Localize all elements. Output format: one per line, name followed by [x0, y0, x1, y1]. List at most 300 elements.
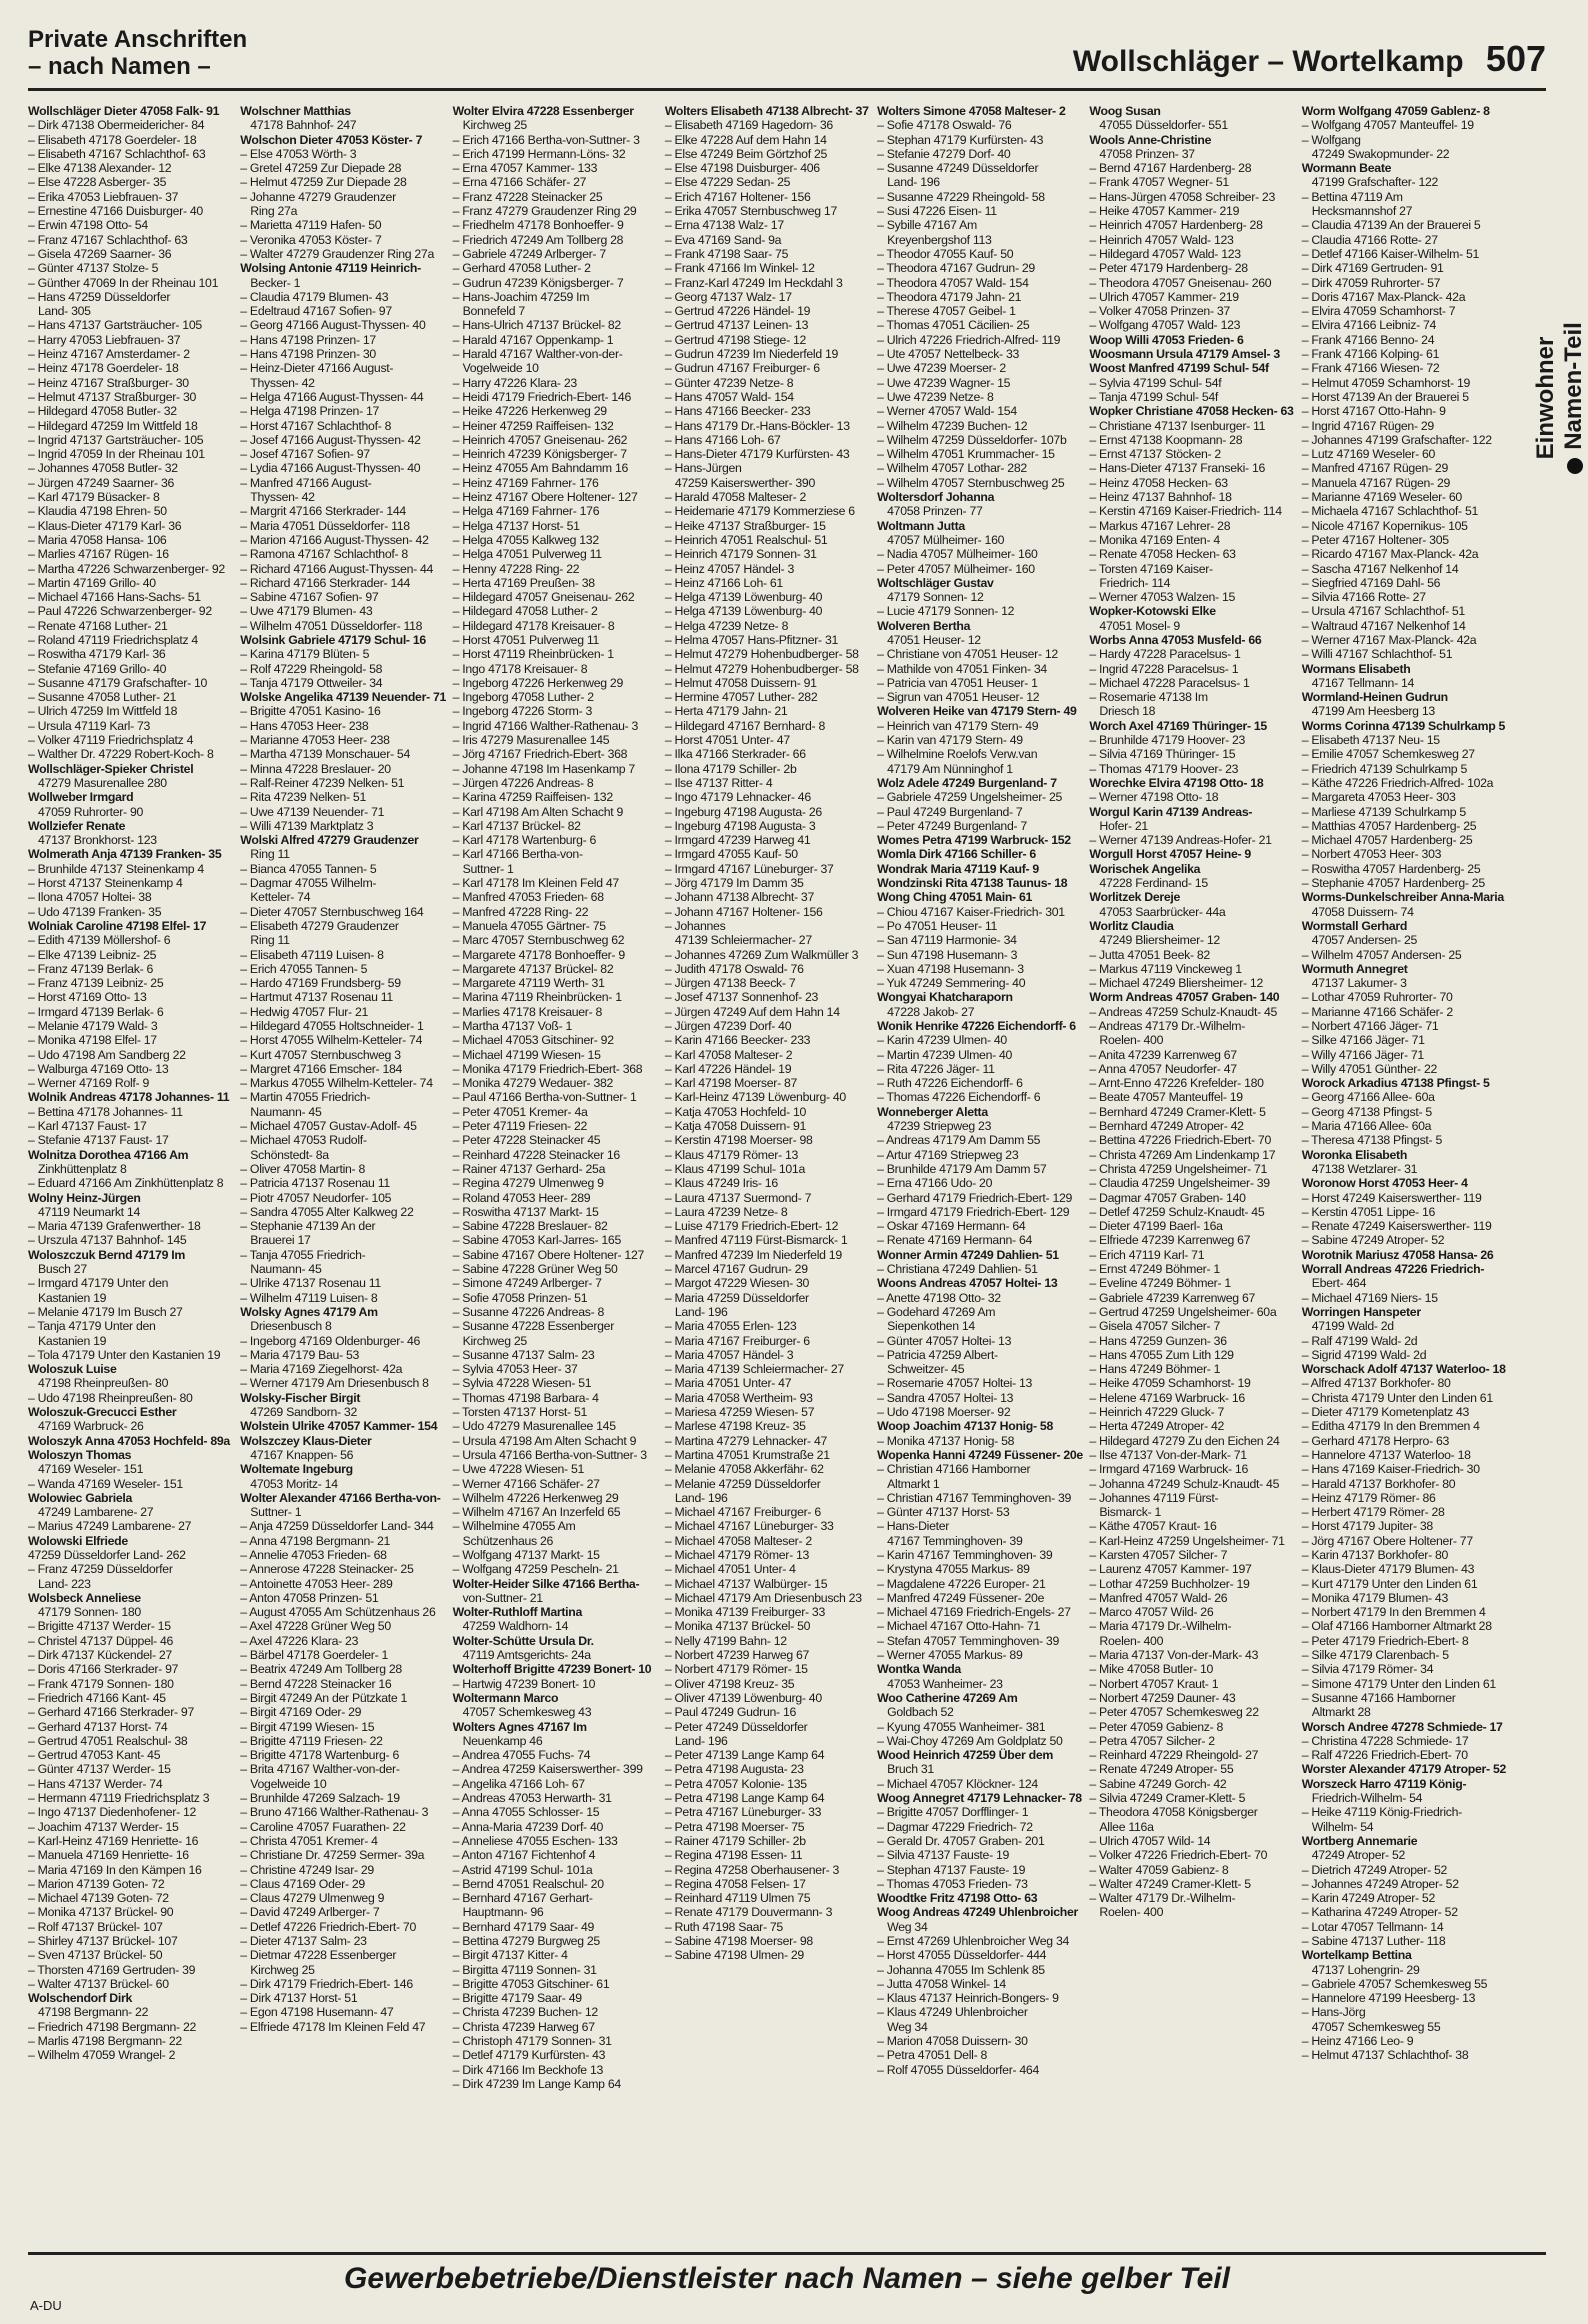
directory-entry: – Henny 47228 Ring- 22 [452, 561, 580, 576]
directory-entry: – Renate 47168 Luther- 21 [28, 618, 168, 633]
directory-entry: Bismarck- 1 [1099, 1505, 1162, 1520]
directory-entry: – Laurenz 47057 Kammer- 197 [1089, 1562, 1252, 1577]
surname-entry: Worm Wolfgang 47059 Gablenz- 8 [1301, 104, 1490, 118]
directory-entry: – Rolf 47055 Düsseldorfer- 464 [877, 2062, 1040, 2077]
side-tab [1520, 270, 1587, 510]
directory-entry: – Andrea 47055 Fuchs- 74 [452, 1748, 591, 1763]
directory-entry: – Dagmar 47055 Wilhelm- [240, 876, 377, 891]
directory-entry: – Renate 47058 Hecken- 63 [1089, 547, 1236, 562]
directory-entry: – Wolfgang 47259 Pescheln- 21 [452, 1562, 619, 1577]
directory-entry: – Oliver 47198 Kreuz- 35 [664, 1676, 795, 1691]
directory-entry: – Ursula 47166 Bertha-von-Suttner- 3 [452, 1447, 647, 1462]
surname-entry: Wolsing Antonie 47119 Heinrich- [240, 261, 421, 276]
directory-entry: – Heinz 47167 Obere Holtener- 127 [452, 490, 638, 505]
directory-entry: – Manfred 47053 Frieden- 68 [452, 890, 604, 905]
directory-entry: 47228 Jakob- 27 [887, 1004, 975, 1019]
directory-entry: – Margareta 47053 Heer- 303 [1301, 790, 1456, 805]
directory-entry: – Olaf 47166 Hamborner Altmarkt 28 [1301, 1619, 1492, 1634]
directory-entry: Ring 11 [250, 933, 290, 948]
directory-entry: – Heike 47059 Schamhorst- 19 [1089, 1376, 1251, 1391]
directory-entry: – Jürgen 47239 Dorf- 40 [664, 1019, 792, 1033]
directory-entry: – Johannes 47249 Atroper- 52 [1301, 1876, 1459, 1891]
directory-entry: – Marion 47139 Goten- 72 [28, 1876, 165, 1891]
directory-entry: 47249 Lambarene- 27 [38, 1505, 154, 1520]
directory-entry: – Bernhard 47167 Gerhart- [452, 1891, 593, 1906]
directory-entry: – Franz 47139 Leibniz- 25 [28, 976, 164, 991]
directory-entry: – Ilse 47137 Von-der-Mark- 71 [1089, 1447, 1247, 1462]
directory-entry: – Waltraud 47167 Nelkenhof 14 [1301, 618, 1466, 633]
directory-entry: 47059 Ruhrorter- 90 [38, 804, 144, 819]
surname-entry: Woltemate Ingeburg [240, 1462, 353, 1477]
directory-entry: – Wolfgang 47057 Wald- 123 [1089, 318, 1241, 333]
directory-entry: – Regina 47198 Essen- 11 [664, 1848, 803, 1863]
directory-entry: Bruch 31 [887, 1762, 934, 1777]
directory-entry: – Brigitte 47053 Gitschiner- 61 [452, 1976, 610, 1991]
directory-entry: – Stefanie 47279 Dorf- 40 [877, 146, 1011, 161]
directory-entry: – Hannelore 47137 Waterloo- 18 [1301, 1447, 1471, 1462]
directory-entry: – Harald 47137 Borkhofer- 80 [1301, 1476, 1456, 1491]
directory-entry: – Hans 47057 Wald- 154 [664, 389, 794, 404]
directory-entry: Roelen- 400 [1099, 1033, 1164, 1048]
directory-entry: – Franz 47228 Steinacker 25 [452, 189, 603, 204]
directory-entry: – Bernd 47228 Steinacker 16 [240, 1676, 392, 1691]
surname-entry: Worgul Karin 47139 Andreas- [1089, 804, 1253, 819]
directory-entry: – Hildegard 47259 Im Wittfeld 18 [28, 418, 198, 433]
directory-entry: – Walter 47179 Dr.-Wilhelm- [1089, 1891, 1236, 1906]
directory-entry: – Herbert 47179 Römer- 28 [1301, 1505, 1445, 1520]
directory-entry: – Katharina 47249 Atroper- 52 [1301, 1905, 1458, 1920]
surname-entry: Wolveren Heike van 47179 Stern- 49 [877, 704, 1077, 719]
directory-entry: – Friedrich 47249 Am Tollberg 28 [452, 232, 624, 247]
region-code: A-DU [30, 2298, 62, 2313]
directory-entry: – Hans 47137 Gartsträucher- 105 [28, 318, 202, 333]
directory-entry: – Andreas 47259 Schulz-Knaudt- 45 [1089, 1004, 1278, 1019]
surname-entry: Woloszyk Anna 47053 Hochfeld- 89a [28, 1433, 230, 1448]
directory-entry: – Ernestine 47166 Duisburger- 40 [28, 204, 203, 219]
surname-entry: Woronka Elisabeth [1301, 1147, 1408, 1162]
directory-entry: – Reinhard 47229 Rheingold- 27 [1089, 1748, 1259, 1763]
directory-entry: 47199 Am Heesberg 13 [1311, 704, 1435, 719]
directory-entry: Ring 11 [250, 847, 290, 862]
surname-entry: Womla Dirk 47166 Schiller- 6 [877, 847, 1036, 862]
directory-entry: – Edeltraud 47167 Sofien- 97 [240, 304, 392, 319]
directory-entry: – Bettina 47178 Johannes- 11 [28, 1104, 183, 1119]
directory-entry: – Silvia 47249 Cramer-Klett- 5 [1089, 1791, 1246, 1806]
directory-entry: – Dietmar 47228 Essenberger [240, 1948, 397, 1963]
directory-entry: – Johanne 47198 Im Hasenkamp 7 [452, 761, 635, 776]
directory-entry: – Heinrich 47229 Gluck- 7 [1089, 1405, 1225, 1420]
directory-entry: – Ilona 47179 Schiller- 2b [664, 761, 797, 776]
directory-entry: – Bernhard 47249 Atroper- 42 [1089, 1119, 1244, 1134]
directory-entry: – Michael 47169 Niers- 15 [1301, 1290, 1438, 1305]
directory-entry: – Franz 47259 Düsseldorfer [28, 1562, 173, 1577]
directory-entry: – Susanne 47179 Grafschafter- 10 [28, 675, 208, 690]
directory-entry: – Oliver 47139 Löwenburg- 40 [664, 1690, 822, 1705]
surname-entry: Worlitzek Dereje [1089, 890, 1181, 905]
directory-entry: – Markus 47055 Wilhelm-Ketteler- 74 [240, 1076, 433, 1091]
directory-entry: – Michael 47167 Otto-Hahn- 71 [877, 1619, 1040, 1634]
directory-entry: – Friedrich 47198 Bergmann- 22 [28, 2019, 197, 2034]
directory-entry: – Lucie 47179 Sonnen- 12 [877, 604, 1015, 619]
directory-entry: – Ernst 47269 Uhlenbroicher Weg 34 [877, 1934, 1070, 1948]
surname-entry: Worch Axel 47169 Thüringer- 15 [1089, 718, 1267, 733]
directory-entry: 47055 Düsseldorfer- 551 [1099, 118, 1228, 133]
directory-entry: – Gabriele 47249 Arlberger- 7 [452, 246, 606, 261]
directory-entry: Hofer- 21 [1099, 818, 1148, 833]
directory-entry: – Uwe 47179 Blumen- 43 [240, 604, 373, 619]
directory-entry: – Frank 47057 Wegner- 51 [1089, 175, 1229, 190]
directory-entry: – Karin 47239 Ulmen- 40 [877, 1033, 1007, 1048]
directory-entry: – Horst 47249 Kaiserswerther- 119 [1301, 1190, 1482, 1205]
directory-entry: – Brigitte 47051 Kasino- 16 [240, 704, 381, 719]
directory-entry: – Rolf 47229 Rheingold- 58 [240, 661, 383, 676]
directory-entry: – Tanja 47179 Unter den [28, 1319, 156, 1334]
directory-entry: Hauptmann- 96 [462, 1905, 544, 1920]
directory-entry: – Erwin 47198 Otto- 54 [28, 218, 148, 233]
directory-entry: – Michael 47139 Goten- 72 [28, 1891, 169, 1906]
directory-entry: 47199 Grafschafter- 122 [1311, 175, 1439, 190]
directory-entry: – Maria 47167 Freiburger- 6 [664, 1333, 810, 1348]
surname-entry: Wolszczey Klaus-Dieter [240, 1433, 372, 1448]
directory-entry: – Hans 47198 Prinzen- 30 [240, 347, 376, 362]
surname-entry: Wolter Elvira 47228 Essenberger [452, 104, 634, 118]
directory-entry: 47199 Wald- 2d [1311, 1319, 1394, 1334]
surname-entry: Worrall Andreas 47226 Friedrich- [1301, 1262, 1485, 1277]
directory-entry: – Wolfgang 47137 Markt- 15 [452, 1547, 600, 1562]
directory-entry: – Anette 47198 Otto- 32 [877, 1290, 1001, 1305]
directory-entry: 47179 Am Nünninghof 1 [887, 761, 1013, 776]
directory-entry: – Stefanie 47169 Grillo- 40 [28, 661, 167, 676]
directory-entry: – Ernst 47249 Böhmer- 1 [1089, 1262, 1220, 1277]
directory-entry: 47228 Ferdinand- 15 [1099, 876, 1208, 891]
directory-entry: – Stephan 47179 Kurfürsten- 43 [877, 132, 1044, 147]
directory-entry: – Harald 47167 Oppenkamp- 1 [452, 332, 614, 347]
directory-entry: – Tanja 47179 Ottweiler- 34 [240, 675, 383, 690]
directory-entry: – Kurt 47179 Unter den Linden 61 [1301, 1576, 1478, 1591]
directory-entry: – Petra 47167 Lüneburger- 33 [664, 1805, 822, 1820]
directory-entry: – Werner 47053 Walzen- 15 [1089, 590, 1236, 605]
directory-entry: – Ingrid 47167 Rügen- 29 [1301, 418, 1434, 433]
directory-entry: – Michael 47057 Klöckner- 124 [877, 1776, 1038, 1791]
directory-entry: – Theodor 47055 Kauf- 50 [877, 246, 1014, 261]
directory-entry: – Werner 47139 Andreas-Hofer- 21 [1089, 833, 1272, 848]
directory-entry: – Artur 47169 Striepweg 23 [877, 1147, 1019, 1162]
directory-entry: – Peter 47179 Hardenberg- 28 [1089, 261, 1248, 276]
directory-entry: 47279 Masurenallee 280 [38, 775, 167, 790]
surname-entry: Woodtke Fritz 47198 Otto- 63 [877, 1891, 1038, 1906]
directory-entry: – Patricia 47259 Albert- [877, 1347, 998, 1362]
directory-entry: – Georg 47138 Pfingst- 5 [1301, 1104, 1432, 1119]
directory-entry: – Godehard 47269 Am [877, 1304, 996, 1319]
directory-entry: – Anna 47198 Bergmann- 21 [240, 1533, 391, 1548]
directory-entry: – Brunhilde 47179 Am Damm 57 [877, 1161, 1047, 1176]
directory-entry: – Gertrud 47198 Stiege- 12 [664, 332, 807, 347]
directory-entry: – Ilona 47057 Holtei- 38 [28, 890, 152, 905]
directory-entry: – Rita 47226 Jäger- 11 [877, 1061, 995, 1076]
directory-entry: – Jürgen 47226 Andreas- 8 [452, 775, 594, 790]
directory-entry: – Christina 47228 Schmiede- 17 [1301, 1733, 1469, 1748]
surname-entry: Wopker-Kotowski Elke [1089, 604, 1216, 619]
directory-entry: – Emilie 47057 Schemkesweg 27 [1301, 747, 1475, 762]
directory-entry: – Ilse 47137 Ritter- 4 [664, 775, 773, 790]
directory-entry: – Christian 47166 Hamborner [877, 1462, 1031, 1477]
directory-entry: – Richard 47166 August-Thyssen- 44 [240, 561, 434, 576]
directory-entry: 47179 Sonnen- 12 [887, 590, 984, 605]
directory-entry: – Susi 47226 Eisen- 11 [877, 204, 997, 219]
directory-entry: – Renate 47249 Kaiserswerther- 119 [1301, 1219, 1492, 1234]
directory-entry: – Monika 47139 Freiburger- 33 [664, 1605, 825, 1620]
directory-entry: – Maria 47058 Hansa- 106 [28, 532, 167, 547]
surname-entry: Worster Alexander 47179 Atroper- 52 [1301, 1762, 1507, 1777]
directory-entry: – Hartwig 47239 Bonert- 10 [452, 1676, 596, 1691]
directory-entry: – Helene 47169 Warbruck- 16 [1089, 1390, 1245, 1405]
directory-entry: Driesch 18 [1099, 704, 1156, 719]
directory-entry: – Michael 47228 Paracelsus- 1 [1089, 675, 1250, 690]
directory-entry: – Peter 47059 Gabienz- 8 [1089, 1719, 1224, 1734]
directory-entry: – Brigitte 47178 Wartenburg- 6 [240, 1748, 399, 1763]
surname-entry: Woloszyn Thomas [28, 1447, 132, 1462]
directory-entry: – Heinz 47137 Bahnhof- 18 [1089, 490, 1232, 505]
directory-entry: – Hans 47166 Beecker- 233 [664, 404, 811, 419]
directory-entry: – Ralf 47226 Friedrich-Ebert- 70 [1301, 1748, 1468, 1763]
directory-entry: – Heinrich 47239 Königsberger- 7 [452, 447, 627, 462]
directory-entry: – Uwe 47139 Neuender- 71 [240, 804, 385, 819]
directory-entry: – Ingeborg 47226 Herkenweg 29 [452, 675, 623, 690]
directory-entry: Allee 116a [1099, 1819, 1154, 1834]
directory-entry: – Patricia 47137 Rosenau 11 [240, 1176, 390, 1191]
directory-entry: – Claudia 47179 Blumen- 43 [240, 289, 389, 304]
directory-entry: – Egon 47198 Husemann- 47 [240, 2005, 394, 2020]
directory-entry: – Elfriede 47178 Im Kleinen Feld 47 [240, 2019, 426, 2034]
directory-entry: – Heinz-Dieter 47166 August- [240, 361, 394, 376]
directory-entry: – Helga 47169 Fahrner- 176 [452, 504, 600, 519]
directory-entry: – Heinrich van 47179 Stern- 49 [877, 718, 1039, 733]
directory-entry: – Brunhilde 47269 Salzach- 19 [240, 1791, 400, 1806]
surname-entry: Wolschendorf Dirk [28, 1991, 132, 2006]
directory-entry: – Bärbel 47178 Goerdeler- 1 [240, 1648, 389, 1663]
directory-entry: – Heike 47057 Kammer- 219 [1089, 204, 1240, 219]
directory-entry: – Birgit 47169 Oder- 29 [240, 1705, 362, 1720]
surname-entry: Woog Susan [1089, 104, 1161, 118]
directory-entry: – Claus 47279 Ulmenweg 9 [240, 1891, 385, 1906]
directory-entry: – Josef 47166 August-Thyssen- 42 [240, 432, 421, 447]
directory-entry: – Bernd 47051 Realschul- 20 [452, 1876, 604, 1891]
directory-entry: – Silvia 47166 Rotte- 27 [1301, 590, 1426, 605]
directory-entry: – Rosemarie 47138 Im [1089, 690, 1208, 705]
directory-entry: – August 47055 Am Schützenhaus 26 [240, 1605, 436, 1620]
directory-entry: – Beate 47057 Manteuffel- 19 [1089, 1090, 1243, 1105]
directory-entry: – Marlies 47167 Rügen- 16 [28, 547, 169, 562]
directory-entry: – Regina 47258 Oberhausener- 3 [664, 1862, 840, 1877]
directory-entry: – Hans 47259 Düsseldorfer [28, 289, 171, 304]
directory-entry: – Christa 47179 Unter den Linden 61 [1301, 1390, 1493, 1405]
directory-entry: – Petra 47198 Augusta- 23 [664, 1762, 804, 1777]
directory-entry: – Herta 47169 Preußen- 38 [452, 575, 595, 590]
directory-entry: – Katja 47058 Duissern- 91 [664, 1119, 807, 1134]
surname-entry: Worringen Hanspeter [1301, 1304, 1421, 1319]
directory-entry: – Else 47229 Sedan- 25 [664, 175, 791, 190]
directory-entry: – Maria 47055 Erlen- 123 [664, 1319, 797, 1334]
directory-entry: – Christel 47137 Düppel- 46 [28, 1633, 174, 1648]
directory-entry: – Christian 47167 Temminghoven- 39 [877, 1490, 1072, 1505]
directory-entry: – Piotr 47057 Neudorfer- 105 [240, 1190, 392, 1205]
directory-entry: – Peter 47057 Schemkesweg 22 [1089, 1705, 1259, 1720]
surname-entry: Wolter-Schütte Ursula Dr. [452, 1633, 594, 1648]
directory-entry: – Christiana 47249 Dahlien- 51 [877, 1262, 1038, 1277]
directory-entry: – Helmut 47058 Duissern- 91 [664, 675, 817, 690]
directory-entry: – Anna 47057 Neudorfer- 47 [1089, 1061, 1237, 1076]
directory-entry: – Bernd 47167 Hardenberg- 28 [1089, 161, 1252, 176]
directory-entry: – Karl 47178 Im Kleinen Feld 47 [452, 876, 619, 891]
directory-entry: – Gudrun 47239 Königsberger- 7 [452, 275, 624, 290]
directory-entry: – Hartmut 47137 Rosenau 11 [240, 990, 393, 1005]
directory-entry: – Sascha 47167 Nelkenhof 14 [1301, 561, 1459, 576]
directory-entry: – Therese 47057 Geibel- 1 [877, 304, 1016, 319]
directory-entry: – Erna 47166 Udo- 20 [877, 1176, 993, 1191]
directory-entry: Wilhelm- 54 [1311, 1819, 1374, 1834]
directory-entry: Altmarkt 1 [887, 1476, 940, 1491]
directory-entry: 47179 Sonnen- 180 [38, 1605, 141, 1620]
directory-entry: – Volker 47058 Prinzen- 37 [1089, 304, 1230, 319]
directory-entry: – Heike 47137 Straßburger- 15 [664, 518, 826, 533]
directory-entry: Ebert- 464 [1311, 1276, 1367, 1291]
directory-entry: – Ilka 47166 Sterkrader- 66 [664, 747, 806, 762]
directory-entry: – Bettina 47119 Am [1301, 189, 1403, 204]
directory-entry: – Heinz 47167 Straßburger- 30 [28, 375, 189, 390]
directory-entry: – Helga 47137 Horst- 51 [452, 518, 580, 533]
directory-entry: – Sabine 47249 Gorch- 42 [1089, 1776, 1227, 1791]
directory-entry: – Gertrud 47259 Ungelsheimer- 60a [1089, 1304, 1277, 1319]
directory-entry: – Ulrich 47259 Im Wittfeld 18 [28, 704, 178, 719]
surname-entry: Woosmann Ursula 47179 Amsel- 3 [1089, 347, 1280, 362]
directory-entry: – Günter 47239 Netze- 8 [664, 375, 794, 390]
directory-entry: – Günter 47137 Werder- 15 [28, 1762, 171, 1777]
surname-entry: Wolters Simone 47058 Malteser- 2 [877, 104, 1066, 118]
directory-entry: – Walburga 47169 Otto- 13 [28, 1061, 169, 1076]
directory-entry: – Chiou 47167 Kaiser-Friedrich- 301 [877, 904, 1065, 919]
directory-entry: – Elvira 47059 Schamhorst- 7 [1301, 304, 1456, 319]
directory-entry: – Klaudia 47198 Ehren- 50 [28, 504, 167, 519]
directory-entry: – Thomas 47053 Frieden- 73 [877, 1876, 1028, 1891]
directory-entry: – Heinz 47169 Fahrner- 176 [452, 475, 599, 490]
directory-entry: – Melanie 47259 Düsseldorfer [664, 1476, 821, 1491]
directory-entry: – Monika 47179 Friedrich-Ebert- 368 [452, 1061, 643, 1076]
surname-entry: Wormstall Gerhard [1301, 918, 1408, 933]
directory-entry: – Brigitte 47119 Friesen- 22 [240, 1733, 383, 1748]
directory-entry: – Michael 47166 Hans-Sachs- 51 [28, 590, 201, 605]
directory-entry: – Renate 47179 Douvermann- 3 [664, 1905, 833, 1920]
directory-entry: – Susanne 47137 Salm- 23 [452, 1347, 595, 1362]
directory-entry: – Heinz 47178 Goerdeler- 18 [28, 361, 179, 376]
directory-entry: – Manfred 47166 August- [240, 475, 372, 490]
directory-entry: – Melanie 47179 Im Busch 27 [28, 1304, 183, 1319]
directory-entry: – Karin 47249 Atroper- 52 [1301, 1891, 1436, 1906]
directory-entry: – Ernst 47138 Koopmann- 28 [1089, 432, 1243, 447]
directory-entry: – Johannes 47119 Fürst- [1089, 1490, 1219, 1505]
directory-entry: – Paul 47249 Gudrun- 16 [664, 1705, 797, 1720]
directory-entry: – Melanie 47179 Wald- 3 [28, 1019, 158, 1033]
directory-entry: – Jörg 47167 Obere Holtener- 77 [1301, 1533, 1473, 1548]
directory-entry: – Maria 47051 Düsseldorfer- 118 [240, 518, 410, 533]
directory-entry: – Eveline 47249 Böhmer- 1 [1089, 1276, 1231, 1291]
directory-entry: – Gretel 47259 Zur Diepade 28 [240, 161, 402, 176]
directory-entry: – Ruth 47198 Saar- 75 [664, 1919, 783, 1934]
directory-entry: – Franz 47139 Berlak- 6 [28, 961, 154, 976]
directory-entry: – Marianne 47169 Weseler- 60 [1301, 490, 1462, 505]
surname-entry: Worms-Dunkelschreiber Anna-Maria [1301, 890, 1504, 905]
directory-entry: – Ingrid 47228 Paracelsus- 1 [1089, 661, 1239, 676]
surname-entry: Wormuth Annegret [1301, 961, 1408, 976]
surname-entry: Wood Heinrich 47259 Über dem [877, 1748, 1054, 1763]
directory-entry: – Andreas 47053 Herwarth- 31 [452, 1791, 612, 1806]
directory-entry: – Caroline 47057 Fuarathen- 22 [240, 1819, 406, 1834]
directory-entry: – Hardo 47169 Frundsberg- 59 [240, 976, 401, 991]
directory-entry: 47169 Warbruck- 26 [38, 1419, 144, 1434]
directory-entry: 47057 Andersen- 25 [1311, 933, 1418, 948]
directory-entry: 47058 Prinzen- 77 [887, 504, 983, 519]
directory-entry: – Dieter 47137 Salm- 23 [240, 1934, 367, 1948]
directory-entry: – Hildegard 47279 Zu den Eichen 24 [1089, 1433, 1280, 1448]
surname-entry: Woltmann Jutta [877, 518, 965, 533]
directory-entry: – Klaus 47249 Uhlenbroicher [877, 2005, 1028, 2020]
surname-entry: Wortberg Annemarie [1301, 1833, 1418, 1848]
directory-entry: – Silvia 47137 Fauste- 19 [877, 1848, 1010, 1863]
directory-entry: – Anton 47167 Fichtenhof 4 [452, 1848, 596, 1863]
directory-entry: 47198 Rheinpreußen- 80 [38, 1376, 169, 1391]
directory-entry: – Harry 47053 Liebfrauen- 37 [28, 332, 181, 347]
directory-entry: – Annerose 47228 Steinacker- 25 [240, 1562, 414, 1577]
directory-entry: – Erich 47166 Bertha-von-Suttner- 3 [452, 132, 640, 147]
directory-entry: – Elisabeth 47169 Hagedorn- 36 [664, 118, 833, 133]
directory-entry: 47051 Heuser- 12 [887, 632, 981, 647]
directory-entry: – Karina 47259 Raiffeisen- 132 [452, 790, 613, 805]
directory-entry: – Melanie 47058 Akkerfähr- 62 [664, 1462, 824, 1477]
directory-entry: – Dirk 47179 Friedrich-Ebert- 146 [240, 1976, 413, 1991]
directory-entry: – Helga 47198 Prinzen- 17 [240, 404, 380, 419]
directory-entry: – Monika 47198 Elfel- 17 [28, 1033, 157, 1048]
directory-entry: Neuenkamp 46 [462, 1733, 543, 1748]
directory-entry: – Birgit 47249 An der Pützkate 1 [240, 1690, 408, 1705]
directory-entry: Roelen- 400 [1099, 1905, 1164, 1920]
directory-entry: – Monika 47137 Brückel- 50 [664, 1619, 811, 1634]
directory-entry: Land- 196 [674, 1304, 728, 1319]
directory-entry: – Helmut 47137 Straßburger- 30 [28, 389, 197, 404]
directory-entry: – Urszula 47137 Bahnhof- 145 [28, 1233, 187, 1248]
directory-entry: – Wilhelm 47057 Lothar- 282 [877, 461, 1027, 476]
directory-entry: – Michael 47167 Freiburger- 6 [664, 1505, 821, 1520]
directory-entry: – Silke 47166 Jäger- 71 [1301, 1033, 1425, 1048]
directory-entry: – Thomas 47051 Cäcilien- 25 [877, 318, 1030, 333]
directory-column-1 [28, 104, 234, 2249]
directory-entry: – Klaus 47179 Römer- 13 [664, 1147, 799, 1162]
header-rule [28, 88, 1546, 91]
directory-entry: – Anneliese 47055 Eschen- 133 [452, 1833, 618, 1848]
directory-entry: – Frank 47198 Saar- 75 [664, 246, 789, 261]
directory-entry: – Po 47051 Heuser- 11 [877, 918, 998, 933]
surname-entry: Wontka Wanda [877, 1662, 961, 1677]
directory-entry: – Ricardo 47167 Max-Planck- 42a [1301, 547, 1479, 562]
directory-entry: – Else 47198 Duisburger- 406 [664, 161, 820, 176]
directory-entry: – Johanna 47055 Im Schlenk 85 [877, 1962, 1045, 1977]
directory-entry: – Maria 47051 Unter- 47 [664, 1376, 792, 1391]
directory-entry: – Heinrich 47057 Hardenberg- 28 [1089, 218, 1263, 233]
directory-entry: – Helmut 47259 Zur Diepade 28 [240, 175, 407, 190]
directory-entry: – Laura 47137 Suermond- 7 [664, 1190, 812, 1205]
directory-entry: – Oliver 47058 Martin- 8 [240, 1161, 365, 1176]
directory-entry: – Reinhard 47119 Ulmen 75 [664, 1891, 811, 1906]
page-header [28, 26, 1546, 106]
directory-entry: – Ruth 47226 Eichendorff- 6 [877, 1076, 1023, 1091]
